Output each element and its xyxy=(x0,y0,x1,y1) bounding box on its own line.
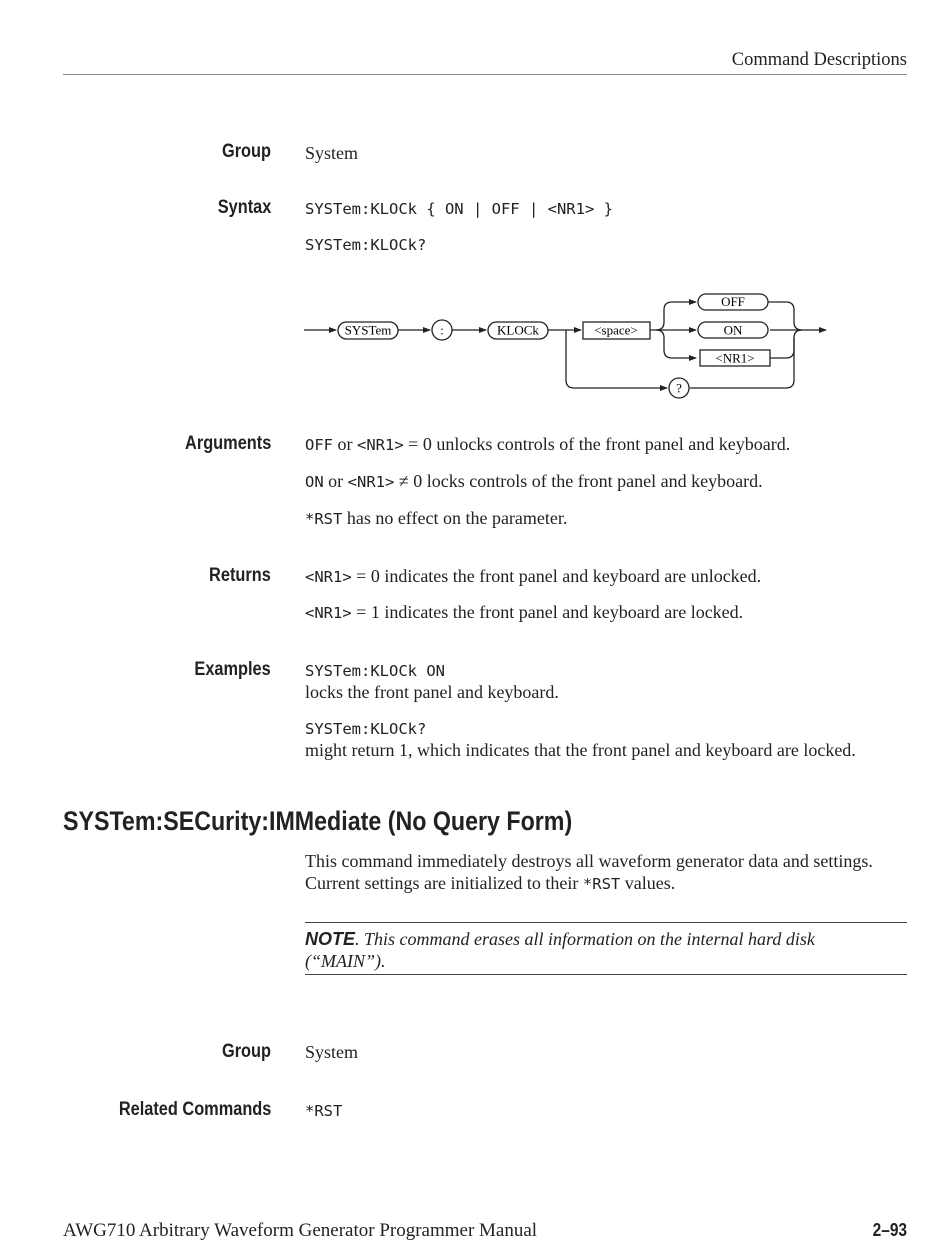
examples-label: Examples xyxy=(194,659,271,680)
group-label: Group xyxy=(221,141,271,162)
related-commands-label: Related Commands xyxy=(118,1099,271,1120)
group-value: System xyxy=(305,143,359,163)
group-label: Group xyxy=(221,1041,271,1062)
example-description: locks the front panel and keyboard. xyxy=(305,682,559,702)
argument-or: or xyxy=(323,471,348,491)
diagram-on-node: ON xyxy=(723,322,743,338)
syntax-label: Syntax xyxy=(217,197,271,218)
argument-code: <NR1> xyxy=(347,473,395,491)
related-commands-value: *RST xyxy=(305,1102,343,1120)
example-code: SYSTem:KLOCk ON xyxy=(305,662,445,680)
header-rule xyxy=(63,74,907,75)
group-value: System xyxy=(305,1042,359,1062)
argument-rst xyxy=(305,508,567,529)
note-bottom-rule xyxy=(305,974,907,975)
diagram-space-node: <space> xyxy=(594,322,638,338)
diagram-query-node: ? xyxy=(676,380,682,396)
description-line: This command immediately destroys all waveform generator data and settings. xyxy=(305,851,873,871)
argument-off xyxy=(305,434,790,455)
return-code: <NR1> xyxy=(305,568,352,586)
argument-code: <NR1> xyxy=(357,436,404,454)
syntax-diagram xyxy=(300,288,835,403)
note-top-rule xyxy=(305,922,907,923)
diagram-systems-node: SYSTem xyxy=(344,322,392,338)
return-text: = 1 indicates the front panel and keyboard are locked. xyxy=(351,602,744,622)
syntax-line: SYSTem:KLOCk { ON | OFF | <NR1> } xyxy=(305,200,613,218)
return-text: = 0 indicates the front panel and keyboard are unlocked. xyxy=(351,566,762,586)
arguments-label: Arguments xyxy=(184,433,271,454)
section-title: SYSTem:SECurity:IMMediate (No Query Form) xyxy=(63,806,573,836)
return-locked xyxy=(305,602,743,623)
return-code: <NR1> xyxy=(305,604,352,622)
description-code: *RST xyxy=(582,875,621,893)
argument-on xyxy=(305,471,763,492)
example-code: SYSTem:KLOCk? xyxy=(305,720,427,738)
running-head: Command Descriptions xyxy=(731,50,907,70)
argument-or: or xyxy=(333,434,357,454)
argument-code: OFF xyxy=(305,436,333,454)
description-text: values. xyxy=(620,873,676,893)
footer-title: AWG710 Arbitrary Waveform Generator Programmer Manual xyxy=(63,1220,538,1241)
returns-label: Returns xyxy=(209,565,271,586)
diagram-off-node: OFF xyxy=(721,294,745,309)
description-line xyxy=(305,873,675,894)
diagram-klock-node: KLOCk xyxy=(497,322,539,338)
argument-text: = 0 unlocks controls of the front panel and keyboard. xyxy=(403,434,791,454)
page-number: 2–93 xyxy=(872,1220,907,1240)
note-text: . This command erases all information on the internal hard disk (“MAIN”). xyxy=(305,929,815,971)
return-unlocked xyxy=(305,566,761,587)
example-description: might return 1, which indicates that the front panel and keyboard are locked. xyxy=(305,740,856,760)
description-text: Current settings are initialized to their xyxy=(305,873,583,893)
syntax-query-line: SYSTem:KLOCk? xyxy=(305,236,427,254)
argument-text: has no effect on the parameter. xyxy=(342,508,568,528)
argument-code: ON xyxy=(305,473,324,491)
note xyxy=(305,928,865,972)
note-label: NOTE xyxy=(305,929,356,949)
diagram-nr1-node: <NR1> xyxy=(715,350,755,366)
argument-code: *RST xyxy=(305,510,343,528)
argument-text: ≠ 0 locks controls of the front panel and keyboard. xyxy=(394,471,763,491)
diagram-colon-node: : xyxy=(440,322,444,338)
